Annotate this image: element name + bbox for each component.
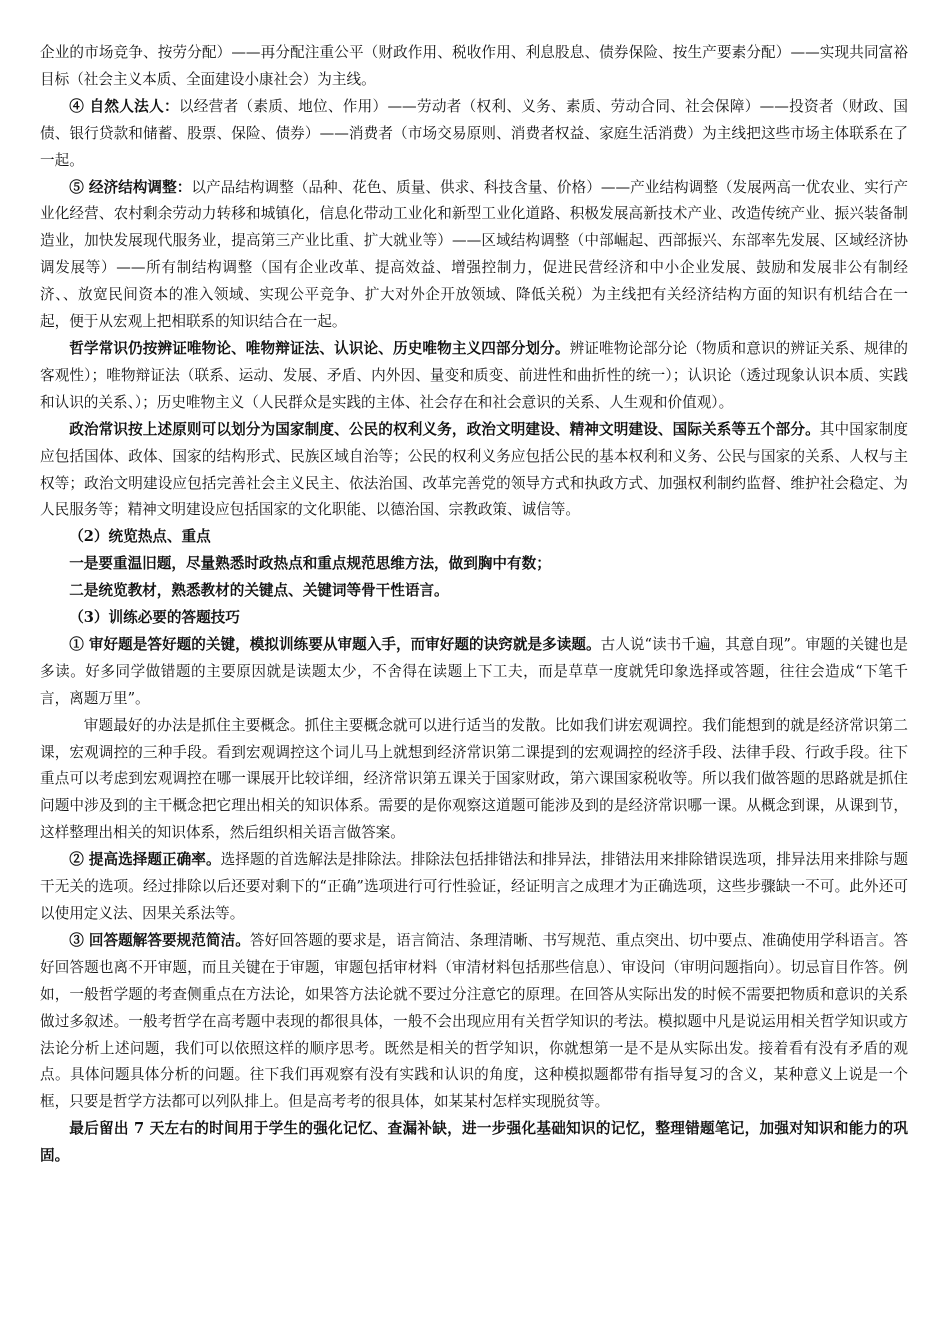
- paragraph-multiple-choice: [40, 847, 908, 928]
- paragraph-heading: 哲学常识仍按辨证唯物论、唯物辩证法、认识论、历史唯物主义四部分划分。: [69, 339, 570, 357]
- paragraph-natural-person: [40, 94, 908, 175]
- paragraph-heading: ① 审好题是答好题的关键，模拟训练要从审题入手，而审好题的诀窍就是多读题。: [69, 635, 601, 653]
- paragraph-text: 选择题的首选解法是排除法。排除法包括排错法和排异法，排错法用来排除错误选项，排异法用来排除与题干无关的选项。经过排除以后还要对剩下的“正确”选项进行可行性验证，经证明言之成理才为正确选项，这些步骤缺一不可。此外还可以使用定义法、因果关系法等。: [40, 851, 908, 922]
- section-heading-skills: [40, 605, 908, 632]
- document-page: [40, 40, 908, 1170]
- paragraph-distribution: [40, 40, 908, 94]
- paragraph-short-answer: [40, 928, 908, 1116]
- paragraph-text: 审题最好的办法是抓住主要概念。抓住主要概念就可以进行适当的发散。比如我们讲宏观调控。我们能想到的就是经济常识第二课，宏观调控的三种手段。看到宏观调控这个词儿马上就想到经济常识第二课提到的宏观调控的经济手段、法律手段、行政手段。往下重点可以考虑到宏观调控在哪一课展开比较详细，经济常识第五课关于国家财政，第六课国家税收等。所以我们做答题的思路就是抓住问题中涉及到的主干概念把它理出相关的知识体系。需要的是你观察这道题可能涉及到的是经济常识哪一课。从概念到课，从课到节，这样整理出相关的知识体系，然后组织相关语言做答案。: [40, 716, 908, 842]
- paragraph-politics: [40, 417, 908, 525]
- paragraph-heading: （3）训练必要的答题技巧: [69, 609, 240, 627]
- paragraph-main-concepts: [40, 713, 908, 848]
- paragraph-text: 其中国家制度应包括国体、政体、国家的结构形式、民族区域自治等；公民的权利义务应包括公民的基本权利和义务、公民与国家的关系、人权与主权等；政治文明建设应包括完善社会主义民主、依法治国、改革完善党的领导方式和执政方式、加强权利制约监督、维护社会稳定、为人民服务等；精神文明建设应包括国家的文化职能、以德治国、宗教政策、诚信等。: [40, 420, 908, 519]
- paragraph-heading: ⑤ 经济结构调整：: [69, 178, 192, 196]
- paragraph-heading: 最后留出 7 天左右的时间用于学生的强化记忆、查漏补缺，进一步强化基础知识的记忆，整理错题笔记，加强对知识和能力的巩固。: [40, 1120, 908, 1165]
- paragraph-heading: ③ 回答题解答要规范简洁。: [69, 931, 250, 949]
- paragraph-final-review: [40, 1116, 908, 1170]
- paragraph-text: 企业的市场竞争、按劳分配）——再分配注重公平（财政作用、税收作用、利息股息、债券保险、按生产要素分配）——实现共同富裕目标（社会主义本质、全面建设小康社会）为主线。: [40, 44, 908, 88]
- paragraph-economic-structure: [40, 175, 908, 336]
- paragraph-heading: （2）统览热点、重点: [69, 528, 211, 546]
- paragraph-read-question: [40, 632, 908, 713]
- paragraph-philosophy: [40, 336, 908, 417]
- section-heading-hotspots: [40, 524, 908, 551]
- paragraph-text: 以经营者（素质、地位、作用）——劳动者（权利、义务、素质、劳动合同、社会保障）——投资者（财政、国债、银行贷款和储蓄、股票、保险、债券）——消费者（市场交易原则、消费者权益、家庭生活消费）为主线把这些市场主体联系在了一起。: [40, 97, 908, 169]
- paragraph-text: 古人说“读书千遍，其意自现”。审题的关键也是多读。好多同学做错题的主要原因就是读题太少，不舍得在读题上下工夫，而是草草一度就凭印象选择或答题，往往会造成“下笔千言，离题万里”。: [40, 635, 908, 707]
- paragraph-heading: 政治常识按上述原则可以划分为国家制度、公民的权利义务，政治文明建设、精神文明建设、国际关系等五个部分。: [69, 420, 820, 438]
- paragraph-text: 辨证唯物论部分论（物质和意识的辨证关系、规律的客观性）；唯物辩证法（联系、运动、发展、矛盾、内外因、量变和质变、前进性和曲折性的统一）；认识论（透过现象认识本质、实践和认识的关系、）；历史唯物主义（人民群众是实践的主体、社会存在和社会意识的关系、人生观和价值观）。: [40, 339, 908, 411]
- paragraph-heading: ② 提高选择题正确率。: [69, 851, 221, 869]
- paragraph-heading: ④ 自然人法人：: [69, 97, 179, 115]
- point-review-old-questions: [40, 551, 908, 578]
- paragraph-text: 以产品结构调整（品种、花色、质量、供求、科技含量、价格）——产业结构调整（发展两高一优农业、实行产业化经营、农村剩余劳动力转移和城镇化，信息化带动工业化和新型工业化道路、积极发展高新技术产业、改造传统产业、振兴装备制造业，加快发展现代服务业，提高第三产业比重、扩大就业等）——区域结构调整（中部崛起、西部振兴、东部率先发展、区域经济协调发展等）——所有制结构调整（国有企业改革、提高效益、增强控制力，促进民营经济和中小企业发展、鼓励和发展非公有制经济、、放宽民间资本的准入领域、实现公平竞争、扩大对外企开放领域、降低关税）为主线把有关经济结构方面的知识有机结合在一起，便于从宏观上把相联系的知识结合在一起。: [40, 178, 908, 331]
- paragraph-text: 答好回答题的要求是，语言简洁、条理清晰、书写规范、重点突出、切中要点、准确使用学科语言。答好回答题也离不开审题，而且关键在于审题，审题包括审材料（审清材料包括那些信息）、审设问（审明问题指向）。切忌盲目作答。例如，一般哲学题的考查侧重点在方法论，如果答方法论就不要过分注意它的原理。在回答从实际出发的时候不需要把物质和意识的关系做过多叙述。一般考哲学在高考题中表现的都很具体，一般不会出现应用有关哲学知识的考法。模拟题中凡是说运用相关哲学知识或方法论分析上述问题，我们可以依照这样的顺序思考。既然是相关的哲学知识，你就想第一是不是从实际出发。接着看有没有矛盾的观点。具体问题具体分析的问题。往下我们再观察有没有实践和认识的角度，这种模拟题都带有指导复习的含义，某种意义上说是一个框，只要是哲学方法都可以列队排上。但是高考考的很具体，如某某村怎样实现脱贫等。: [40, 931, 908, 1111]
- paragraph-heading: 一是要重温旧题，尽量熟悉时政热点和重点规范思维方法，做到胸中有数；: [69, 555, 551, 573]
- paragraph-heading: 二是统览教材，熟悉教材的关键点、关键词等骨干性语言。: [69, 582, 449, 600]
- point-review-textbook: [40, 578, 908, 605]
